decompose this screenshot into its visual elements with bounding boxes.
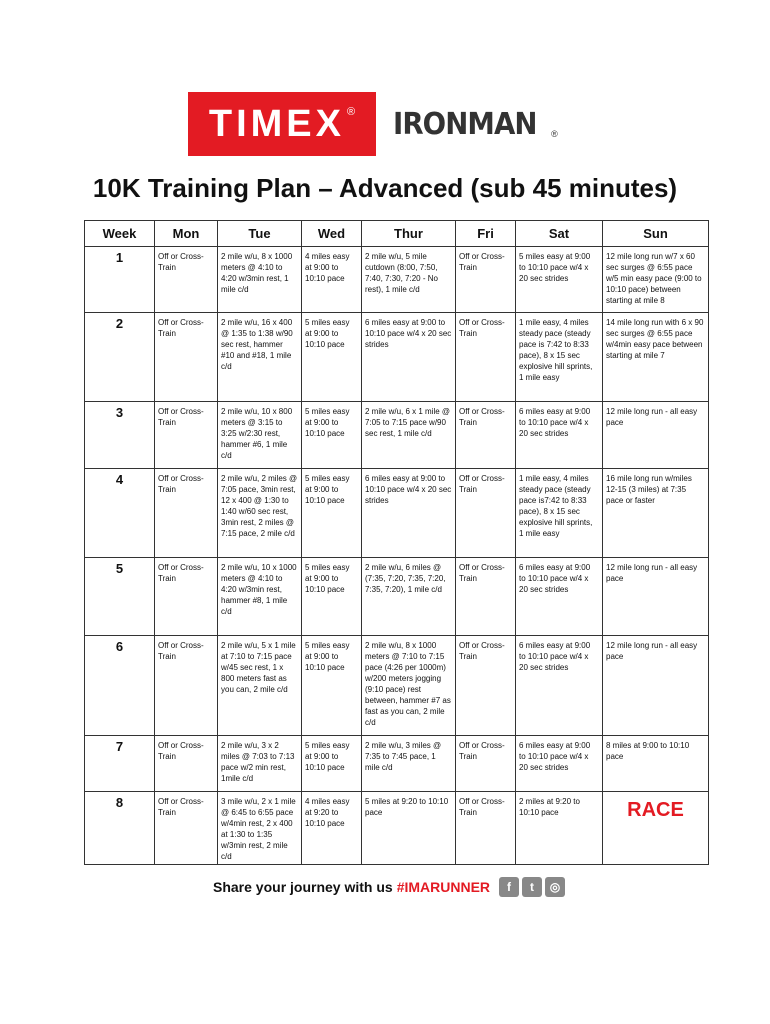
cell-thur: 6 miles easy at 9:00 to 10:10 pace w/4 x 20 sec strides bbox=[362, 313, 456, 402]
week-number: 6 bbox=[85, 636, 155, 736]
cell-mon: Off or Cross-Train bbox=[155, 736, 218, 792]
cell-fri: Off or Cross-Train bbox=[456, 402, 516, 469]
facebook-icon[interactable]: f bbox=[499, 877, 519, 897]
cell-wed: 5 miles easy at 9:00 to 10:10 pace bbox=[302, 402, 362, 469]
cell-mon: Off or Cross-Train bbox=[155, 402, 218, 469]
cell-mon: Off or Cross-Train bbox=[155, 792, 218, 865]
cell-wed: 5 miles easy at 9:00 to 10:10 pace bbox=[302, 469, 362, 558]
cell-wed: 5 miles easy at 9:00 to 10:10 pace bbox=[302, 313, 362, 402]
cell-wed: 4 miles easy at 9:00 to 10:10 pace bbox=[302, 247, 362, 313]
ironman-logo bbox=[393, 106, 558, 142]
week-number: 8 bbox=[85, 792, 155, 865]
cell-tue: 2 mile w/u, 2 miles @ 7:05 pace, 3min rest, 12 x 400 @ 1:30 to 1:40 w/60 sec rest, 3min rest, 2 miles @ 7:15 pace, 2 mile c/d bbox=[218, 469, 302, 558]
column-header-sat: Sat bbox=[516, 221, 603, 247]
cell-tue: 2 mile w/u, 10 x 800 meters @ 3:15 to 3:25 w/2:30 rest, hammer #6, 1 mile c/d bbox=[218, 402, 302, 469]
cell-tue: 2 mile w/u, 16 x 400 @ 1:35 to 1:38 w/90 sec rest, hammer #10 and #18, 1 mile c/d bbox=[218, 313, 302, 402]
registered-mark-icon: ® bbox=[551, 129, 558, 139]
week-number: 7 bbox=[85, 736, 155, 792]
cell-sun: 12 mile long run w/7 x 60 sec surges @ 6:55 pace w/5 min easy pace (9:00 to 10:10 pace) between starting at mile 8 bbox=[603, 247, 709, 313]
column-header-sun: Sun bbox=[603, 221, 709, 247]
social-icons bbox=[496, 877, 565, 897]
column-header-fri: Fri bbox=[456, 221, 516, 247]
column-header-week: Week bbox=[85, 221, 155, 247]
cell-thur: 2 mile w/u, 8 x 1000 meters @ 7:10 to 7:15 pace (4:26 per 1000m) w/200 meters jogging (9:10 pace) rest between, hammer #7 as fast as you can, 2 mile c/d bbox=[362, 636, 456, 736]
cell-thur: 2 mile w/u, 3 miles @ 7:35 to 7:45 pace, 1 mile c/d bbox=[362, 736, 456, 792]
column-header-wed: Wed bbox=[302, 221, 362, 247]
table-row bbox=[85, 792, 709, 865]
cell-wed: 5 miles easy at 9:00 to 10:10 pace bbox=[302, 558, 362, 636]
week-number: 3 bbox=[85, 402, 155, 469]
week-number: 5 bbox=[85, 558, 155, 636]
ironman-logo-text: IRONMAN bbox=[393, 106, 537, 142]
cell-wed: 4 miles easy at 9:20 to 10:10 pace bbox=[302, 792, 362, 865]
cell-sun: 14 mile long run with 6 x 90 sec surges @ 6:55 pace w/4min easy pace between starting at mile 7 bbox=[603, 313, 709, 402]
timex-logo-text: TIMEX bbox=[208, 102, 345, 145]
cell-tue: 2 mile w/u, 8 x 1000 meters @ 4:10 to 4:20 w/3min rest, 1 mile c/d bbox=[218, 247, 302, 313]
page-title: 10K Training Plan – Advanced (sub 45 minutes) bbox=[92, 173, 678, 203]
cell-sun: 12 mile long run - all easy pace bbox=[603, 636, 709, 736]
registered-mark-icon: ® bbox=[347, 106, 356, 118]
cell-tue: 2 mile w/u, 10 x 1000 meters @ 4:10 to 4:20 w/3min rest, hammer #8, 1 mile c/d bbox=[218, 558, 302, 636]
cell-tue: 2 mile w/u, 5 x 1 mile at 7:10 to 7:15 pace w/45 sec rest, 1 x 800 meters fast as you can, 2 mile c/d bbox=[218, 636, 302, 736]
cell-thur: 5 miles at 9:20 to 10:10 pace bbox=[362, 792, 456, 865]
table-body bbox=[85, 247, 709, 865]
cell-sun: 8 miles at 9:00 to 10:10 pace bbox=[603, 736, 709, 792]
logo-bar bbox=[188, 92, 588, 156]
cell-sat: 6 miles easy at 9:00 to 10:10 pace w/4 x 20 sec strides bbox=[516, 402, 603, 469]
footer-hashtag: #IMARUNNER bbox=[396, 879, 491, 895]
cell-wed: 5 miles easy at 9:00 to 10:10 pace bbox=[302, 636, 362, 736]
cell-mon: Off or Cross-Train bbox=[155, 636, 218, 736]
cell-fri: Off or Cross-Train bbox=[456, 792, 516, 865]
cell-sun: 12 mile long run - all easy pace bbox=[603, 558, 709, 636]
cell-fri: Off or Cross-Train bbox=[456, 469, 516, 558]
cell-sun: 16 mile long run w/miles 12-15 (3 miles) at 7:35 pace or faster bbox=[603, 469, 709, 558]
cell-fri: Off or Cross-Train bbox=[456, 558, 516, 636]
cell-fri: Off or Cross-Train bbox=[456, 313, 516, 402]
cell-sat: 6 miles easy at 9:00 to 10:10 pace w/4 x 20 sec strides bbox=[516, 558, 603, 636]
cell-mon: Off or Cross-Train bbox=[155, 247, 218, 313]
cell-mon: Off or Cross-Train bbox=[155, 313, 218, 402]
column-header-tue: Tue bbox=[218, 221, 302, 247]
cell-sat: 6 miles easy at 9:00 to 10:10 pace w/4 x 20 sec strides bbox=[516, 736, 603, 792]
column-header-thur: Thur bbox=[362, 221, 456, 247]
cell-tue: 3 mile w/u, 2 x 1 mile @ 6:45 to 6:55 pace w/4min rest, 2 x 400 at 1:30 to 1:35 w/3min rest, 2 mile c/d bbox=[218, 792, 302, 865]
table-row bbox=[85, 736, 709, 792]
cell-fri: Off or Cross-Train bbox=[456, 636, 516, 736]
table-row bbox=[85, 247, 709, 313]
race-label: RACE bbox=[627, 799, 684, 821]
week-number: 2 bbox=[85, 313, 155, 402]
cell-tue: 2 mile w/u, 3 x 2 miles @ 7:03 to 7:13 pace w/2 min rest, 1mile c/d bbox=[218, 736, 302, 792]
cell-sun bbox=[603, 792, 709, 865]
column-header-mon: Mon bbox=[155, 221, 218, 247]
table-row bbox=[85, 469, 709, 558]
cell-thur: 2 mile w/u, 5 mile cutdown (8:00, 7:50, 7:40, 7:30, 7:20 - No rest), 1 mile c/d bbox=[362, 247, 456, 313]
table-row bbox=[85, 636, 709, 736]
twitter-icon[interactable]: t bbox=[522, 877, 542, 897]
training-plan-table bbox=[84, 220, 709, 865]
cell-sat: 6 miles easy at 9:00 to 10:10 pace w/4 x 20 sec strides bbox=[516, 636, 603, 736]
cell-wed: 5 miles easy at 9:00 to 10:10 pace bbox=[302, 736, 362, 792]
cell-sat: 1 mile easy, 4 miles steady pace (steady pace is7:42 to 8:33 pace), 8 x 15 sec explosive hill sprints, 1 mile easy bbox=[516, 469, 603, 558]
cell-sat: 2 miles at 9:20 to 10:10 pace bbox=[516, 792, 603, 865]
week-number: 4 bbox=[85, 469, 155, 558]
cell-fri: Off or Cross-Train bbox=[456, 247, 516, 313]
table-row bbox=[85, 558, 709, 636]
footer bbox=[213, 872, 565, 902]
footer-text: Share your journey with us bbox=[213, 879, 393, 895]
table-row bbox=[85, 402, 709, 469]
cell-sat: 5 miles easy at 9:00 to 10:10 pace w/4 x 20 sec strides bbox=[516, 247, 603, 313]
cell-thur: 2 mile w/u, 6 x 1 mile @ 7:05 to 7:15 pace w/90 sec rest, 1 mile c/d bbox=[362, 402, 456, 469]
table-row bbox=[85, 313, 709, 402]
cell-thur: 6 miles easy at 9:00 to 10:10 pace w/4 x 20 sec strides bbox=[362, 469, 456, 558]
cell-fri: Off or Cross-Train bbox=[456, 736, 516, 792]
week-number: 1 bbox=[85, 247, 155, 313]
cell-sat: 1 mile easy, 4 miles steady pace (steady pace is 7:42 to 8:33 pace), 8 x 15 sec explosive hill sprints, 1 mile easy bbox=[516, 313, 603, 402]
cell-mon: Off or Cross-Train bbox=[155, 469, 218, 558]
cell-thur: 2 mile w/u, 6 miles @ (7:35, 7:20, 7:35, 7:20, 7:35, 7:20), 1 mile c/d bbox=[362, 558, 456, 636]
cell-mon: Off or Cross-Train bbox=[155, 558, 218, 636]
timex-logo bbox=[188, 92, 376, 156]
table-header-row bbox=[85, 221, 709, 247]
instagram-icon[interactable]: ◎ bbox=[545, 877, 565, 897]
cell-sun: 12 mile long run - all easy pace bbox=[603, 402, 709, 469]
